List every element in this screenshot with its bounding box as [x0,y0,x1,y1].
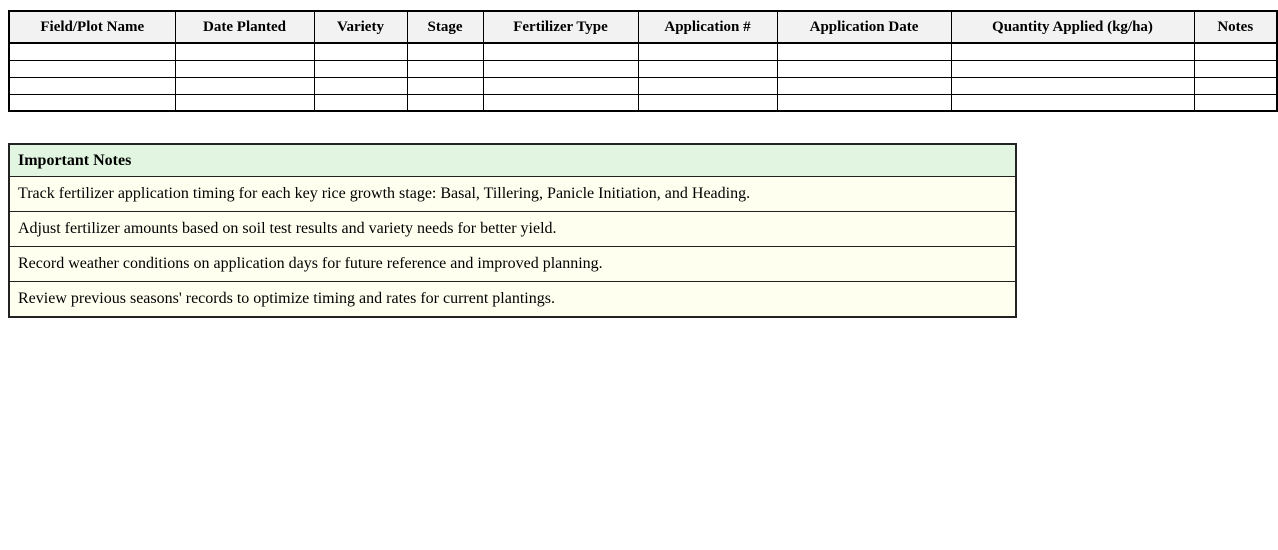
log-table-empty-row [9,60,1277,77]
empty-cell [9,77,175,94]
empty-cell [1194,94,1277,111]
column-header-application-date: Application Date [777,11,951,43]
note-item: Track fertilizer application timing for each key rice growth stage: Basal, Tillering, Panicle Initiation, and Heading. [9,177,1016,212]
empty-cell [9,43,175,60]
note-row [9,282,1016,318]
column-header-variety: Variety [314,11,407,43]
empty-cell [777,94,951,111]
empty-cell [314,94,407,111]
empty-cell [175,77,314,94]
empty-cell [777,77,951,94]
column-header-date-planted: Date Planted [175,11,314,43]
empty-cell [175,43,314,60]
empty-cell [483,77,638,94]
empty-cell [483,60,638,77]
empty-cell [314,43,407,60]
log-table-empty-row [9,94,1277,111]
empty-cell [638,77,777,94]
log-table-empty-row [9,77,1277,94]
column-header-stage: Stage [407,11,483,43]
note-row [9,247,1016,282]
note-item: Adjust fertilizer amounts based on soil test results and variety needs for better yield. [9,212,1016,247]
empty-cell [951,77,1194,94]
log-table-empty-row [9,43,1277,60]
column-header-application-number: Application # [638,11,777,43]
empty-cell [638,60,777,77]
note-item: Review previous seasons' records to optimize timing and rates for current plantings. [9,282,1016,318]
empty-cell [951,94,1194,111]
fertilizer-log-table [8,10,1278,112]
empty-cell [314,60,407,77]
empty-cell [483,94,638,111]
empty-cell [951,60,1194,77]
empty-cell [638,43,777,60]
note-row [9,212,1016,247]
empty-cell [951,43,1194,60]
empty-cell [1194,43,1277,60]
empty-cell [407,94,483,111]
empty-cell [1194,77,1277,94]
column-header-fertilizer-type: Fertilizer Type [483,11,638,43]
empty-cell [483,43,638,60]
empty-cell [175,60,314,77]
empty-cell [407,60,483,77]
empty-cell [407,77,483,94]
column-header-notes: Notes [1194,11,1277,43]
empty-cell [407,43,483,60]
empty-cell [175,94,314,111]
column-header-quantity-applied: Quantity Applied (kg/ha) [951,11,1194,43]
column-header-field-plot-name: Field/Plot Name [9,11,175,43]
important-notes-table [8,143,1017,318]
empty-cell [9,94,175,111]
log-table-header-row [9,11,1277,43]
note-item: Record weather conditions on application days for future reference and improved planning. [9,247,1016,282]
empty-cell [9,60,175,77]
empty-cell [777,60,951,77]
empty-cell [638,94,777,111]
empty-cell [314,77,407,94]
empty-cell [777,43,951,60]
empty-cell [1194,60,1277,77]
notes-panel-title: Important Notes [9,144,1016,177]
note-row [9,177,1016,212]
notes-header-row [9,144,1016,177]
